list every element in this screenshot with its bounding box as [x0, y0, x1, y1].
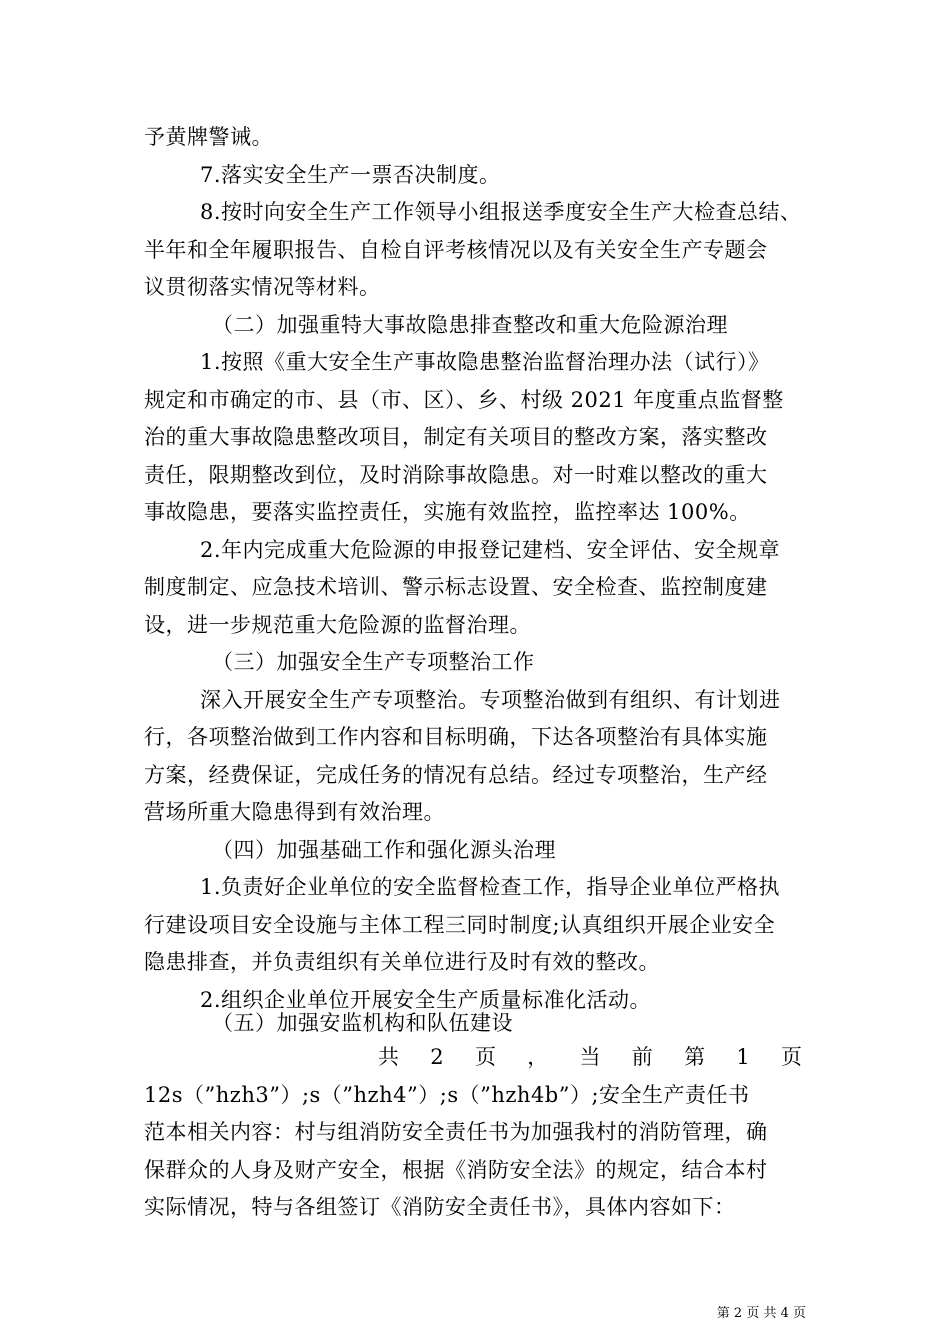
text-line: 2.组织企业单位开展安全生产质量标准化活动。 [200, 988, 652, 1012]
page-counter-char: 2 [430, 1045, 444, 1069]
text-line: 设，进一步规范重大危险源的监督治理。 [144, 613, 531, 637]
text-line: 8.按时向安全生产工作领导小组报送季度安全生产大检查总结、 [200, 200, 802, 224]
page-counter-char: 页 [474, 1045, 496, 1069]
text-line: 行建设项目安全设施与主体工程三同时制度;认真组织开展企业安全 [144, 913, 776, 937]
text-line: 7.落实安全生产一票否决制度。 [200, 163, 501, 187]
page-counter-char: 页 [781, 1045, 802, 1069]
text-line: 制度制定、应急技术培训、警示标志设置、安全检查、监控制度建 [144, 575, 768, 599]
text-line: 深入开展安全生产专项整治。专项整治做到有组织、有计划进 [200, 688, 781, 712]
section-heading: （三）加强安全生产专项整治工作 [212, 650, 535, 674]
section-heading: （四）加强基础工作和强化源头治理 [212, 838, 556, 862]
text-line: 保群众的人身及财产安全，根据《消防安全法》的规定，结合本村 [144, 1158, 768, 1182]
text-line: 方案，经费保证，完成任务的情况有总结。经过专项整治，生产经 [144, 763, 768, 787]
page-counter-char: 共 [378, 1045, 399, 1069]
text-line: 营场所重大隐患得到有效治理。 [144, 800, 445, 824]
page-counter-char: ， [527, 1045, 549, 1069]
page-counter-char: 当 [579, 1045, 601, 1069]
text-line: 半年和全年履职报告、自检自评考核情况以及有关安全生产专题会 [144, 238, 768, 262]
page-counter-char: 前 [631, 1045, 653, 1069]
text-line: 规定和市确定的市、县（市、区）、乡、村级 2021 年度重点监督整 [144, 388, 784, 412]
text-line: 议贯彻落实情况等材料。 [144, 275, 381, 299]
text-line: 责任，限期整改到位，及时消除事故隐患。对一时难以整改的重大 [144, 463, 768, 487]
section-heading: （二）加强重特大事故隐患排查整改和重大危险源治理 [212, 313, 728, 337]
text-line: 范本相关内容：村与组消防安全责任书为加强我村的消防管理，确 [144, 1120, 768, 1144]
text-line: 实际情况，特与各组签订《消防安全责任书》，具体内容如下： [144, 1195, 736, 1219]
text-line: 1.按照《重大安全生产事故隐患整治监督治理办法（试行）》 [200, 350, 770, 374]
text-line: 12s（”hzh3”）;s（”hzh4”）;s（”hzh4b”）;安全生产责任书 [144, 1083, 750, 1107]
text-line: 事故隐患，要落实监控责任，实施有效监控，监控率达 100%。 [144, 500, 751, 524]
page-counter-inline [378, 1042, 802, 1072]
text-line: 治的重大事故隐患整改项目，制定有关项目的整改方案，落实整改 [144, 425, 768, 449]
page-counter-char: 1 [736, 1045, 750, 1069]
text-line: 1.负责好企业单位的安全监督检查工作，指导企业单位严格执 [200, 875, 781, 899]
section-heading: （五）加强安监机构和队伍建设 [212, 1011, 513, 1035]
text-line: 隐患排查，并负责组织有关单位进行及时有效的整改。 [144, 950, 660, 974]
text-line: 2.年内完成重大危险源的申报登记建档、安全评估、安全规章 [200, 538, 781, 562]
text-line: 行，各项整治做到工作内容和目标明确，下达各项整治有具体实施 [144, 725, 768, 749]
text-line: 予黄牌警诫。 [144, 125, 273, 149]
page-footer: 第 2 页 共 4 页 [716, 1306, 806, 1321]
page-counter-char: 第 [684, 1045, 706, 1069]
